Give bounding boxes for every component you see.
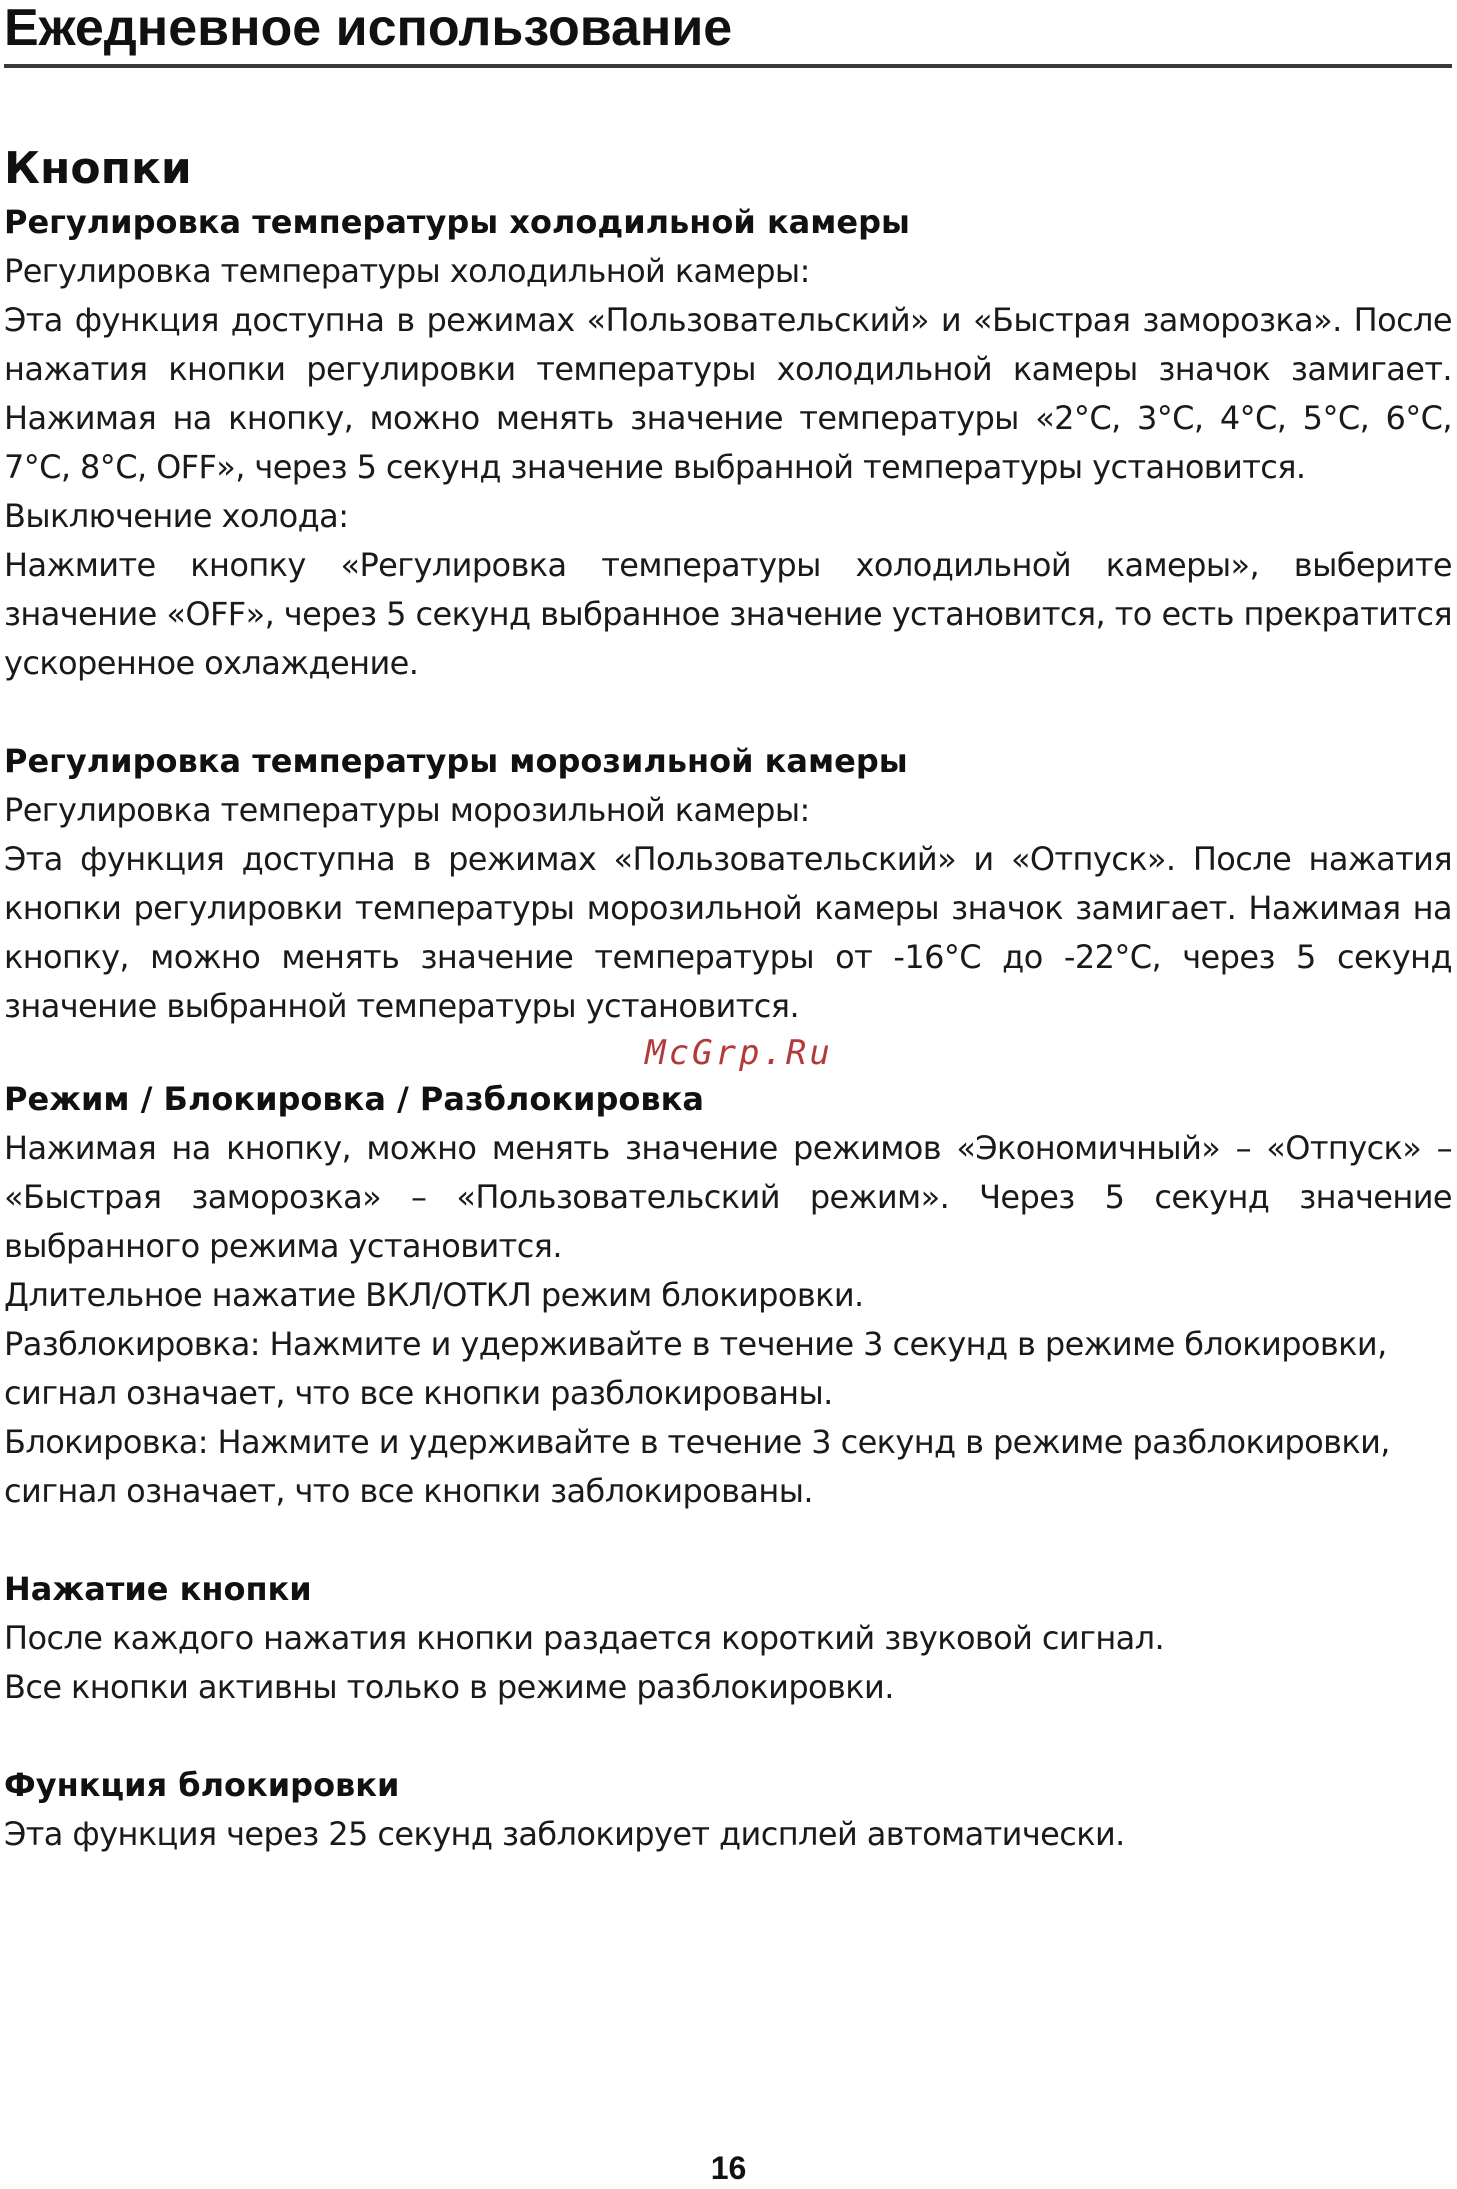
mode-body: Нажимая на кнопку, можно менять значение режимов «Экономичный» – «Отпуск» – «Быстрая заморозка» – «Пользовательский режим». Через 5 секунд значение выбранного режима установится. [4, 1129, 1452, 1265]
button-press-line-2: Все кнопки активны только в режиме разблокировки. [4, 1668, 894, 1706]
page-title: Ежедневное использование [4, 0, 733, 57]
title-divider [4, 64, 1452, 68]
button-press-line-1: После каждого нажатия кнопки раздается короткий звуковой сигнал. [4, 1619, 1165, 1657]
section-title: Кнопки [4, 143, 192, 194]
freezer-temp-body: Эта функция доступна в режимах «Пользовательский» и «Отпуск». После нажатия кнопки регулировки температуры морозильной камеры значок замигает. Нажимая на кнопку, можно менять значение температуры от -16°C до -22°C, через 5 секунд значение выбранной температуры установится. [4, 840, 1452, 1025]
fridge-off-body: Нажмите кнопку «Регулировка температуры холодильной камеры», выберите значение «OFF», через 5 секунд выбранное значение установится, то есть прекратится ускоренное охлаждение. [4, 546, 1452, 682]
lock-function-body: Эта функция через 25 секунд заблокирует дисплей автоматически. [4, 1815, 1125, 1853]
lock-function-heading: Функция блокировки [4, 1766, 400, 1804]
page-number: 16 [710, 2150, 747, 2186]
spacer [4, 688, 1452, 737]
watermark: McGrp.Ru [645, 1033, 833, 1073]
fridge-temp-intro: Регулировка температуры холодильной камеры: [4, 252, 810, 290]
fridge-temp-body: Эта функция доступна в режимах «Пользовательский» и «Быстрая заморозка». После нажатия кнопки регулировки температуры холодильной камеры значок замигает. Нажимая на кнопку, можно менять значение температуры «2°C, 3°C, 4°C, 5°C, 6°C, 7°C, 8°C, OFF», через 5 секунд значение выбранной температуры установится. [4, 301, 1452, 486]
freezer-temp-intro: Регулировка температуры морозильной камеры: [4, 791, 810, 829]
mode-lock-heading: Режим / Блокировка / Разблокировка [4, 1080, 704, 1118]
mode-long-press: Длительное нажатие ВКЛ/ОТКЛ режим блокировки. [4, 1276, 864, 1314]
mode-lock: Блокировка: Нажмите и удерживайте в течение 3 секунд в режиме разблокировки, сигнал означает, что все кнопки заблокированы. [4, 1423, 1390, 1510]
fridge-off-label: Выключение холода: [4, 497, 349, 535]
fridge-temp-heading: Регулировка температуры холодильной камеры [4, 203, 910, 241]
freezer-temp-heading: Регулировка температуры морозильной камеры [4, 742, 908, 780]
page-content [4, 140, 1452, 1859]
button-press-heading: Нажатие кнопки [4, 1570, 312, 1608]
mode-unlock: Разблокировка: Нажмите и удерживайте в течение 3 секунд в режиме блокировки, сигнал означает, что все кнопки разблокированы. [4, 1325, 1387, 1412]
spacer [4, 1516, 1452, 1565]
spacer [4, 1712, 1452, 1761]
